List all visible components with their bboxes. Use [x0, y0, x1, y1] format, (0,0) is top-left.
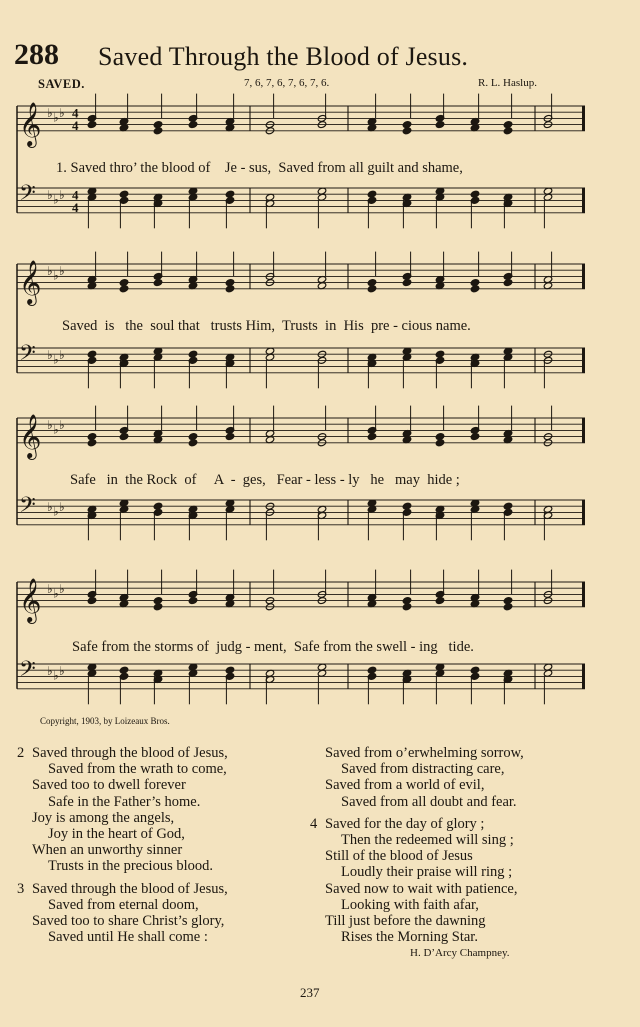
hymn-title: Saved Through the Blood of Jesus.	[98, 42, 469, 71]
time-signature: 4	[72, 187, 79, 203]
note-head	[188, 439, 197, 447]
flat-sign: ♭	[53, 268, 59, 283]
note-head	[402, 603, 411, 611]
verse-line: Saved through the blood of Jesus,	[32, 745, 228, 761]
note-head	[367, 285, 376, 293]
note-head	[503, 127, 512, 135]
verse-line: Saved now to wait with patience,	[325, 880, 518, 897]
flat-sign: ♭	[47, 105, 53, 120]
final-barline	[582, 418, 585, 443]
note-head	[470, 433, 479, 441]
note-head	[225, 433, 234, 441]
flat-sign: ♭	[53, 110, 59, 125]
note-head	[188, 121, 197, 129]
verses-left-column	[17, 745, 228, 946]
verse-line: Looking with faith afar,	[341, 896, 479, 913]
note-head	[87, 597, 96, 605]
flat-sign: ♭	[59, 347, 65, 362]
final-barline	[582, 264, 585, 289]
composer: R. L. Haslup.	[478, 77, 537, 89]
note-head	[153, 127, 162, 135]
stanza-number: 3	[17, 880, 25, 897]
verse-line: Saved from all doubt and fear.	[341, 793, 517, 810]
lyric-line: Safe in the Rock of A - ges, Fear - less - ly he may hide ;	[70, 472, 460, 488]
hymn-number: 288	[14, 38, 59, 71]
verse-line: Saved from eternal doom,	[48, 896, 199, 913]
flat-sign: ♭	[59, 581, 65, 596]
verses-right-column	[310, 745, 524, 946]
verse-line: Till just before the dawning	[325, 913, 486, 930]
final-barline	[582, 188, 585, 213]
verse-line: Saved for the day of glory ;	[325, 815, 485, 832]
verse-line: Saved too to share Christ’s glory,	[32, 913, 225, 930]
note-head	[435, 597, 444, 605]
flat-sign: ♭	[53, 352, 59, 367]
page-number: 237	[300, 985, 320, 1000]
copyright-notice: Copyright, 1903, by Loizeaux Bros.	[40, 716, 170, 726]
stanza-2	[17, 745, 228, 875]
note-head	[402, 279, 411, 287]
verse-line: Rises the Morning Star.	[341, 929, 478, 946]
stanza-4	[310, 815, 524, 946]
treble-clef: 𝄞	[19, 101, 42, 146]
note-head	[119, 285, 128, 293]
stanza-3	[17, 880, 228, 946]
flat-sign: ♭	[59, 105, 65, 120]
flat-sign: ♭	[47, 663, 53, 678]
verse-line: Saved through the blood of Jesus,	[32, 880, 228, 897]
note-head	[503, 279, 512, 287]
bass-clef: 𝄢	[19, 657, 36, 688]
tune-name: SAVED.	[38, 77, 85, 91]
final-barline	[582, 106, 585, 131]
final-barline	[582, 664, 585, 689]
verse-line: Saved from the wrath to come,	[48, 761, 227, 778]
flat-sign: ♭	[53, 504, 59, 519]
verse-line: Joy is among the angels,	[32, 809, 175, 826]
flat-sign: ♭	[47, 499, 53, 514]
bass-clef: 𝄢	[19, 181, 36, 212]
bass-clef: 𝄢	[19, 341, 36, 372]
lyric-line: Saved is the soul that trusts Him, Trusts in His pre - cious name.	[62, 318, 471, 334]
treble-clef: 𝄞	[19, 577, 42, 622]
treble-clef: 𝄞	[19, 259, 42, 304]
verse-line: Then the redeemed will sing ;	[341, 832, 514, 849]
stanza-3-continued	[325, 745, 524, 810]
verse-line: Saved from o’erwhelming sorrow,	[325, 745, 524, 761]
final-barline	[582, 500, 585, 525]
stanza-number: 2	[17, 745, 25, 761]
verse-line: Saved from a world of evil,	[325, 777, 485, 794]
verse-line: Joy in the heart of God,	[48, 826, 185, 843]
note-head	[225, 285, 234, 293]
verse-line: Still of the blood of Jesus	[325, 848, 473, 865]
note-head	[87, 439, 96, 447]
verse-line: Loudly their praise will ring ;	[341, 864, 513, 881]
author: H. D’Arcy Champney.	[410, 947, 510, 959]
flat-sign: ♭	[53, 586, 59, 601]
flat-sign: ♭	[47, 187, 53, 202]
time-signature: 4	[72, 117, 79, 133]
flat-sign: ♭	[53, 192, 59, 207]
bass-clef: 𝄢	[19, 493, 36, 524]
flat-sign: ♭	[59, 499, 65, 514]
flat-sign: ♭	[59, 417, 65, 432]
stanza-number: 4	[310, 815, 318, 832]
verse-line: Saved too to dwell forever	[32, 777, 186, 794]
lyric-line: 1. Saved thro’ the blood of Je - sus, Saved from all guilt and shame,	[56, 160, 463, 176]
verse-line: Safe in the Father’s home.	[48, 793, 201, 810]
flat-sign: ♭	[59, 263, 65, 278]
note-head	[470, 285, 479, 293]
note-head	[503, 603, 512, 611]
meter: 7, 6, 7, 6, 7, 6, 7, 6.	[244, 77, 330, 89]
final-barline	[582, 348, 585, 373]
time-signature: 4	[72, 199, 79, 215]
flat-sign: ♭	[47, 417, 53, 432]
verse-line: Trusts in the precious blood.	[48, 858, 214, 875]
note-head	[153, 279, 162, 287]
note-head	[87, 121, 96, 129]
flat-sign: ♭	[53, 668, 59, 683]
lyric-line: Safe from the storms of judg - ment, Safe from the swell - ing tide.	[72, 639, 474, 655]
verse-line: When an unworthy sinner	[32, 842, 183, 859]
time-signature: 4	[72, 105, 79, 121]
note-head	[402, 127, 411, 135]
flat-sign: ♭	[47, 347, 53, 362]
verse-line: Saved until He shall come :	[48, 929, 208, 946]
verse-line: Saved from distracting care,	[341, 761, 505, 778]
flat-sign: ♭	[59, 187, 65, 202]
note-head	[119, 433, 128, 441]
note-head	[435, 439, 444, 447]
treble-clef: 𝄞	[19, 413, 42, 458]
flat-sign: ♭	[53, 422, 59, 437]
note-head	[367, 433, 376, 441]
flat-sign: ♭	[47, 581, 53, 596]
note-head	[153, 603, 162, 611]
flat-sign: ♭	[59, 663, 65, 678]
final-barline	[582, 582, 585, 607]
note-head	[188, 597, 197, 605]
flat-sign: ♭	[47, 263, 53, 278]
note-head	[435, 121, 444, 129]
